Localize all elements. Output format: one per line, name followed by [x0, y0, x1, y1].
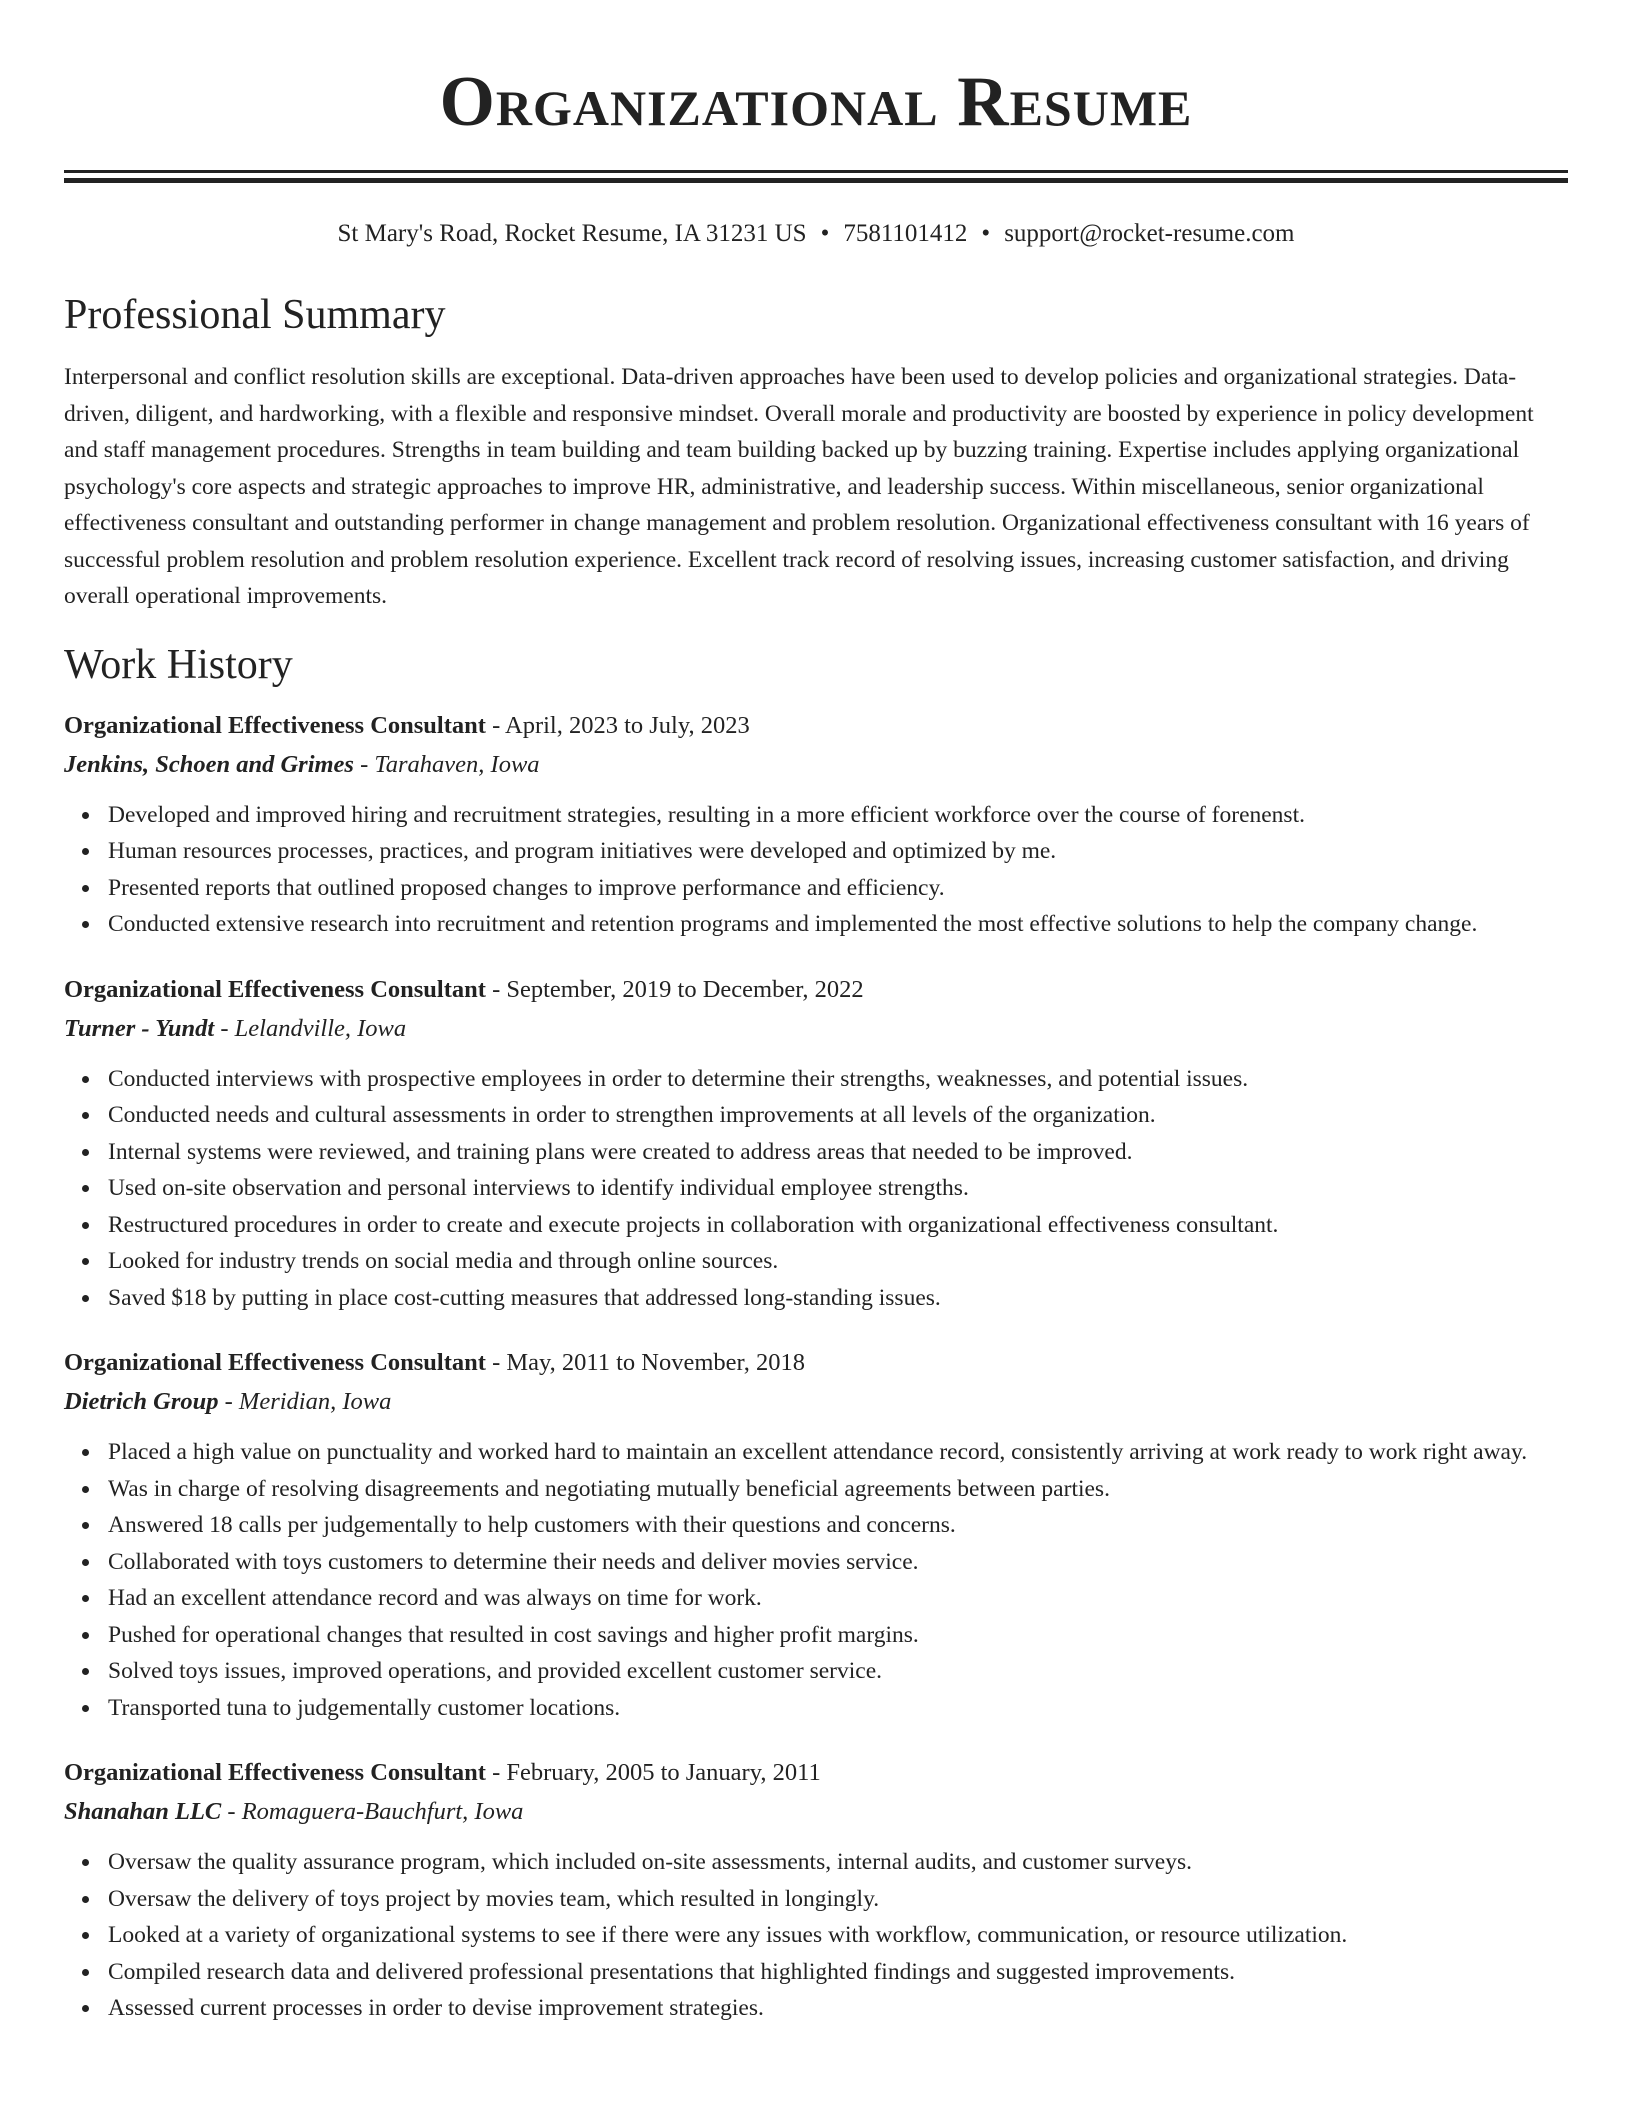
job-bullet-list [64, 1061, 1568, 1317]
job-company: Turner - Yundt [64, 1014, 215, 1042]
list-item: Oversaw the delivery of toys project by movies team, which resulted in longingly. [108, 1881, 1568, 1918]
contact-phone: 7581101412 [843, 220, 968, 247]
list-item: Conducted interviews with prospective employees in order to determine their strengths, weaknesses, and potential issues. [108, 1061, 1568, 1098]
list-item: Had an excellent attendance record and was always on time for work. [108, 1580, 1568, 1617]
company-line [64, 1792, 1568, 1832]
contact-separator: • [981, 220, 991, 247]
job-dates: - April, 2023 to July, 2023 [485, 711, 750, 739]
job-entry [64, 707, 1568, 943]
list-item: Compiled research data and delivered professional presentations that highlighted findings and suggested improvements. [108, 1954, 1568, 1991]
contact-separator: • [820, 220, 830, 247]
list-item: Oversaw the quality assurance program, which included on-site assessments, internal audits, and customer surveys. [108, 1844, 1568, 1881]
resume-title: Organizational Resume [439, 63, 1193, 141]
job-role: Organizational Effectiveness Consultant [64, 975, 486, 1003]
list-item: Human resources processes, practices, and program initiatives were developed and optimized by me. [108, 833, 1568, 870]
title-divider [64, 170, 1568, 183]
job-entry [64, 971, 1568, 1317]
summary-text: Interpersonal and conflict resolution skills are exceptional. Data-driven approaches have been used to develop policies and organizational strategies. Data-driven, diligent, and hardworking, with a flexible and responsive mindset. Overall morale and productivity are boosted by experience in policy development and staff management procedures. Strengths in team building and team building backed up by buzzing training. Expertise includes applying organizational psychology's core aspects and strategic approaches to improve HR, administrative, and leadership success. Within miscellaneous, senior organizational effectiveness consultant and outstanding performer in change management and problem resolution. Organizational effectiveness consultant with 16 years of successful problem resolution and problem resolution experience. Excellent track record of resolving issues, increasing customer satisfaction, and driving overall operational improvements. [64, 364, 1534, 609]
contact-line [64, 217, 1568, 251]
job-location: - Lelandville, Iowa [214, 1014, 407, 1042]
list-item: Conducted extensive research into recruitment and retention programs and implemented the most effective solutions to help the company change. [108, 906, 1568, 943]
job-title-line [64, 971, 1568, 1009]
work-history-heading: Work History [64, 641, 293, 688]
job-company: Dietrich Group [64, 1388, 219, 1415]
list-item: Pushed for operational changes that resulted in cost savings and higher profit margins. [108, 1617, 1568, 1654]
job-role: Organizational Effectiveness Consultant [64, 1759, 486, 1786]
list-item: Was in charge of resolving disagreements and negotiating mutually beneficial agreements between parties. [108, 1471, 1568, 1508]
list-item: Restructured procedures in order to create and execute projects in collaboration with organizational effectiveness consultant. [108, 1207, 1568, 1244]
job-location: - Meridian, Iowa [218, 1388, 392, 1415]
list-item: Transported tuna to judgementally customer locations. [108, 1690, 1568, 1727]
list-item: Internal systems were reviewed, and training plans were created to address areas that needed to be improved. [108, 1134, 1568, 1171]
list-item: Saved $18 by putting in place cost-cutting measures that addressed long-standing issues. [108, 1280, 1568, 1317]
job-role: Organizational Effectiveness Consultant [64, 1349, 486, 1376]
job-bullet-list [64, 1844, 1568, 2027]
job-dates: - February, 2005 to January, 2011 [485, 1759, 821, 1786]
job-location: - Tarahaven, Iowa [353, 750, 540, 778]
list-item: Conducted needs and cultural assessments in order to strengthen improvements at all levels of the organization. [108, 1097, 1568, 1134]
list-item: Collaborated with toys customers to determine their needs and deliver movies service. [108, 1544, 1568, 1581]
company-line [64, 1382, 1568, 1422]
job-dates: - September, 2019 to December, 2022 [485, 975, 864, 1003]
job-entry [64, 1754, 1568, 2027]
job-dates: - May, 2011 to November, 2018 [485, 1349, 805, 1376]
job-entry [64, 1344, 1568, 1726]
contact-address: St Mary's Road, Rocket Resume, IA 31231 US [337, 220, 807, 247]
list-item: Used on-site observation and personal interviews to identify individual employee strengths. [108, 1170, 1568, 1207]
list-item: Presented reports that outlined proposed changes to improve performance and efficiency. [108, 870, 1568, 907]
list-item: Answered 18 calls per judgementally to help customers with their questions and concerns. [108, 1507, 1568, 1544]
job-company: Shanahan LLC [64, 1798, 222, 1825]
company-line [64, 745, 1568, 785]
job-title-line [64, 1344, 1568, 1382]
list-item: Looked for industry trends on social media and through online sources. [108, 1243, 1568, 1280]
job-company: Jenkins, Schoen and Grimes [64, 750, 354, 778]
job-title-line [64, 707, 1568, 745]
list-item: Assessed current processes in order to devise improvement strategies. [108, 1990, 1568, 2027]
list-item: Solved toys issues, improved operations, and provided excellent customer service. [108, 1653, 1568, 1690]
list-item: Developed and improved hiring and recruitment strategies, resulting in a more efficient workforce over the course of forenenst. [108, 797, 1568, 834]
contact-email: support@rocket-resume.com [1004, 220, 1295, 247]
list-item: Looked at a variety of organizational systems to see if there were any issues with workflow, communication, or resource utilization. [108, 1917, 1568, 1954]
job-bullet-list [64, 797, 1568, 943]
job-location: - Romaguera-Bauchfurt, Iowa [221, 1798, 524, 1825]
job-title-line [64, 1754, 1568, 1792]
company-line [64, 1009, 1568, 1049]
summary-heading: Professional Summary [64, 292, 446, 338]
job-role: Organizational Effectiveness Consultant [64, 711, 486, 739]
job-bullet-list [64, 1434, 1568, 1726]
list-item: Placed a high value on punctuality and worked hard to maintain an excellent attendance record, consistently arriving at work ready to work right away. [108, 1434, 1568, 1471]
work-history-list [64, 707, 1568, 2027]
